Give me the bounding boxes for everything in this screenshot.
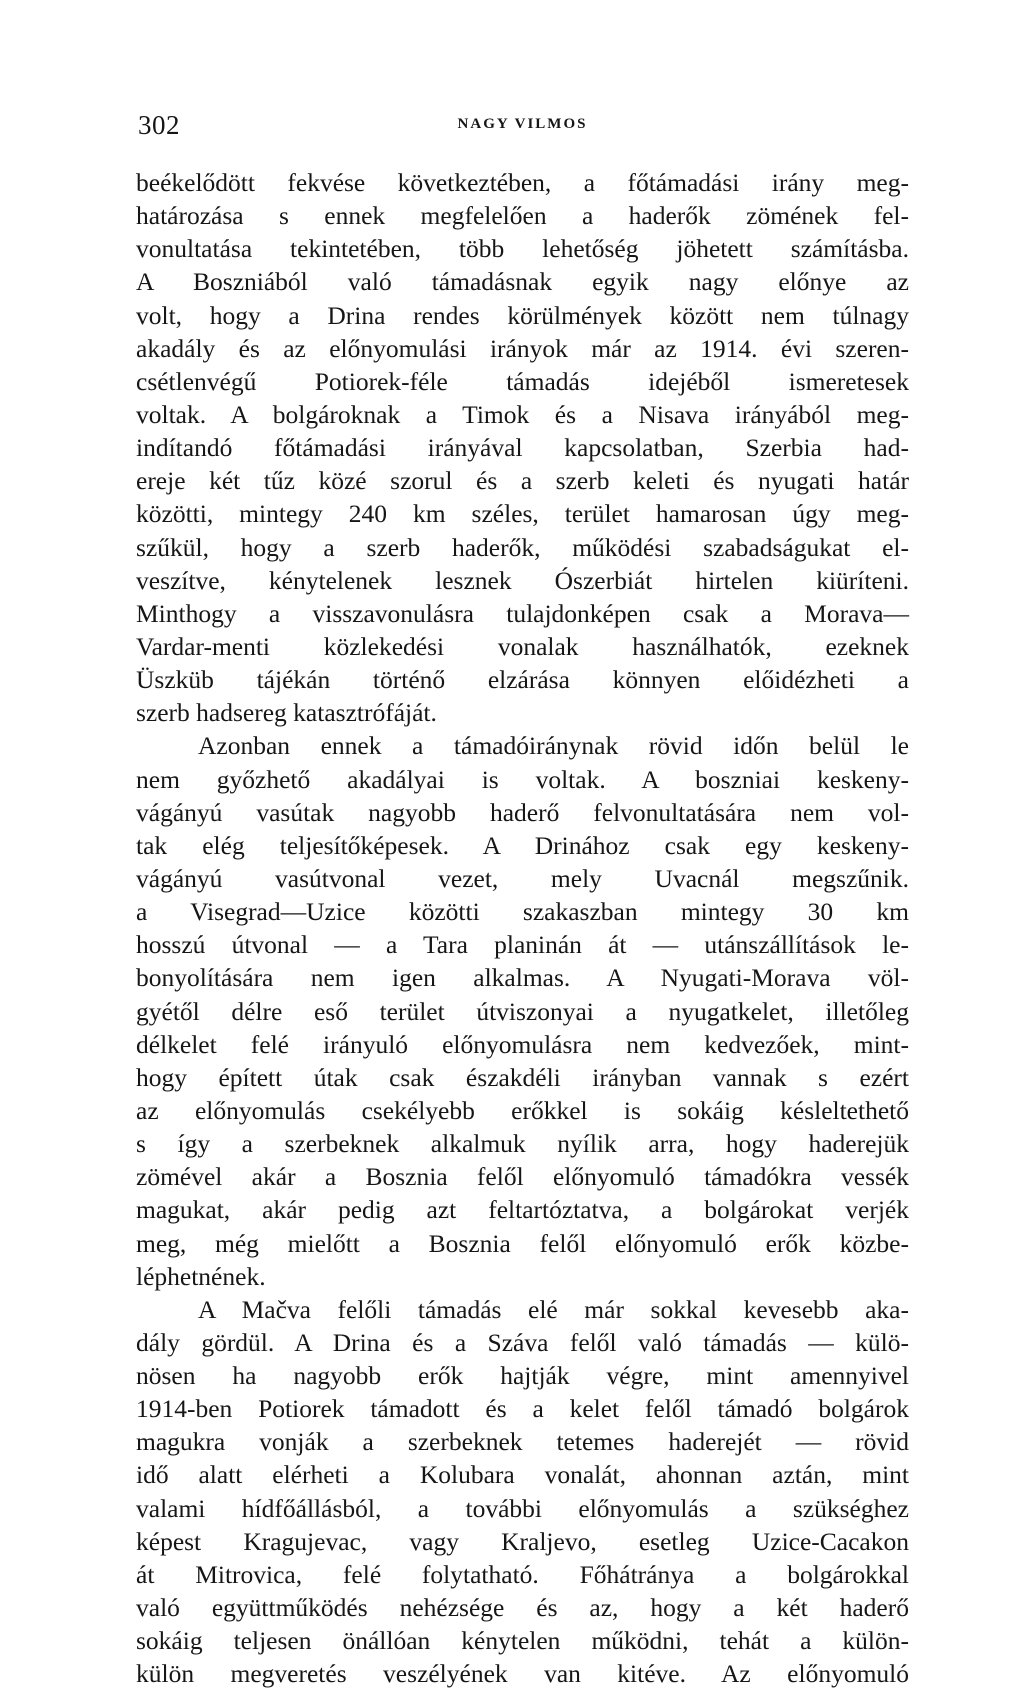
text-line: tak elég teljesítőképesek. A Drinához csak egy keskeny- bbox=[136, 830, 909, 860]
page-number: 302 bbox=[138, 110, 180, 140]
text-line: indítandó főtámadási irányával kapcsolatban, Szerbia had- bbox=[136, 433, 909, 463]
text-line: meg, még mielőtt a Bosznia felől előnyomuló erők közbe- bbox=[136, 1228, 909, 1258]
text-line: veszítve, kénytelenek lesznek Ószerbiát hirtelen kiüríteni. bbox=[136, 565, 909, 595]
running-title: NAGY VILMOS bbox=[457, 116, 588, 132]
text-line: vonultatása tekintetében, több lehetőség jöhetett számításba. bbox=[136, 234, 909, 264]
text-line: Azonban ennek a támadóiránynak rövid időn belül le bbox=[198, 731, 909, 761]
text-line: voltak. A bolgároknak a Timok és a Nisava irányából meg- bbox=[136, 399, 909, 429]
text-line: gyétől délre eső terület útviszonyai a nyugatkelet, illetőleg bbox=[136, 996, 909, 1026]
text-line: dály gördül. A Drina és a Száva felől való támadás — külö- bbox=[136, 1327, 909, 1357]
text-line: hosszú útvonal — a Tara planinán át — utánszállítások le- bbox=[136, 930, 909, 960]
text-line: közötti, mintegy 240 km széles, terület hamarosan úgy meg- bbox=[136, 499, 909, 529]
text-line: zömével akár a Bosznia felől előnyomuló támadókra vessék bbox=[136, 1162, 909, 1192]
text-line: vágányú vasútak nagyobb haderő felvonultatására nem vol- bbox=[136, 797, 909, 827]
text-line: szerb hadsereg katasztrófáját. bbox=[136, 698, 437, 728]
text-line: nem győzhető akadályai is voltak. A boszniai keskeny- bbox=[136, 764, 909, 794]
text-line: bonyolítására nem igen alkalmas. A Nyugati-Morava völ- bbox=[136, 963, 909, 993]
text-line: idő alatt elérheti a Kolubara vonalát, ahonnan aztán, mint bbox=[136, 1460, 909, 1490]
text-line: határozása s ennek megfelelően a haderők zömének fel- bbox=[136, 201, 909, 231]
text-line: nösen ha nagyobb erők hajtják végre, mint amennyivel bbox=[136, 1361, 909, 1391]
text-line: át Mitrovica, felé folytatható. Főhátránya a bolgárokkal bbox=[136, 1559, 909, 1589]
text-line: külön megveretés veszélyének van kitéve. Az előnyomuló bbox=[136, 1659, 909, 1689]
text-line: a Visegrad—Uzice közötti szakaszban mintegy 30 km bbox=[136, 897, 909, 927]
text-line: 1914-ben Potiorek támadott és a kelet felől támadó bolgárok bbox=[136, 1394, 909, 1424]
text-line: Vardar-menti közlekedési vonalak használhatók, ezeknek bbox=[136, 631, 909, 661]
text-line: délkelet felé irányuló előnyomulásra nem kedvezőek, mint- bbox=[136, 1029, 909, 1059]
text-line: képest Kragujevac, vagy Kraljevo, esetleg Uzice-Cacakon bbox=[136, 1526, 909, 1556]
text-line: volt, hogy a Drina rendes körülmények között nem túlnagy bbox=[136, 300, 909, 330]
text-line: az előnyomulás csekélyebb erőkkel is sokáig késleltethető bbox=[136, 1095, 909, 1125]
text-line: való együttműködés nehézsége és az, hogy a két haderő bbox=[136, 1593, 909, 1623]
text-line: magukat, akár pedig azt feltartóztatva, a bolgárokat verjék bbox=[136, 1195, 909, 1225]
text-line: hogy épített útak csak északdéli irányban vannak s ezért bbox=[136, 1062, 909, 1092]
text-line: akadály és az előnyomulási irányok már az 1914. évi szeren- bbox=[136, 333, 909, 363]
text-line: szűkül, hogy a szerb haderők, működési szabadságukat el- bbox=[136, 532, 909, 562]
text-line: magukra vonják a szerbeknek tetemes haderejét — rövid bbox=[136, 1427, 909, 1457]
body-text bbox=[136, 166, 909, 1690]
running-header bbox=[136, 108, 909, 142]
text-line: sokáig teljesen önállóan kénytelen működni, tehát a külön- bbox=[136, 1626, 909, 1656]
text-line: A Boszniából való támadásnak egyik nagy előnye az bbox=[136, 267, 909, 297]
text-line: léphetnének. bbox=[136, 1261, 266, 1291]
text-line: Minthogy a visszavonulásra tulajdonképen csak a Morava— bbox=[136, 598, 909, 628]
book-page bbox=[136, 108, 909, 1690]
text-line: csétlenvégű Potiorek-féle támadás idejéből ismeretesek bbox=[136, 366, 909, 396]
text-line: s így a szerbeknek alkalmuk nyílik arra, hogy haderejük bbox=[136, 1129, 909, 1159]
text-line: beékelődött fekvése következtében, a főtámadási irány meg- bbox=[136, 168, 909, 197]
text-line: A Mačva felőli támadás elé már sokkal kevesebb aka- bbox=[198, 1294, 909, 1324]
text-line: Üszküb tájékán történő elzárása könnyen előidézheti a bbox=[136, 665, 909, 695]
text-line: valami hídfőállásból, a további előnyomulás a szükséghez bbox=[136, 1493, 909, 1523]
text-line: ereje két tűz közé szorul és a szerb keleti és nyugati határ bbox=[136, 466, 909, 496]
text-line: vágányú vasútvonal vezet, mely Uvacnál megszűnik. bbox=[136, 863, 909, 893]
